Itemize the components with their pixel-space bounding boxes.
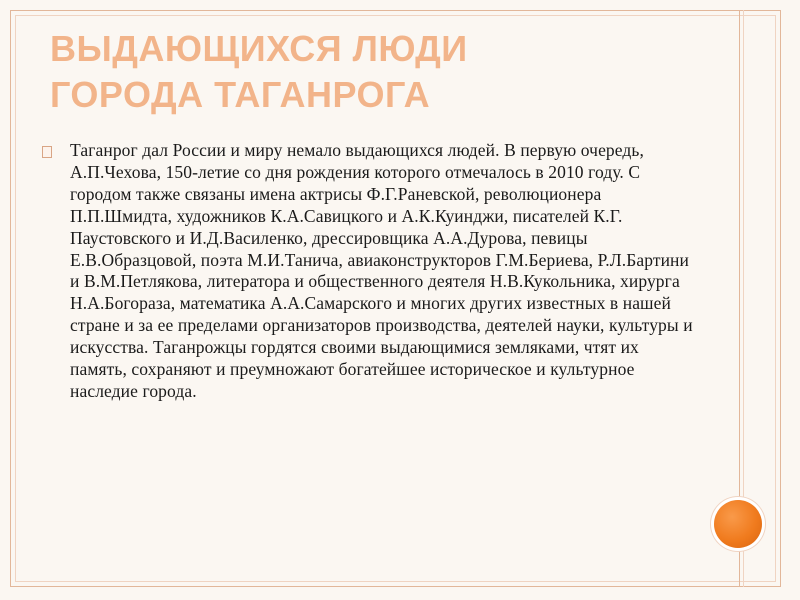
square-bullet-icon: [42, 146, 52, 158]
slide-title-line-1: ВЫДАЮЩИХСЯ ЛЮДИ: [50, 28, 468, 69]
bullet-text: Таганрог дал России и миру немало выдающихся людей. В первую очередь, А.П.Чехова, 150-летие со дня рождения которого отмечалось в 2010 году. С городом также связаны имена актрисы Ф.Г.Раневской, революционера П.П.Шмидта, художников К.А.Савицкого и А.К.Куинджи, писателей К.Г. Паустовского и И.Д.Василенко, дрессировщика А.А.Дурова, певицы Е.В.Образцовой, поэта М.И.Танича, авиаконструкторов Г.М.Бериева, Р.Л.Бартини и В.М.Петлякова, литератора и общественного деятеля Н.В.Кукольника, хирурга Н.А.Богораза, математика А.А.Самарского и многих других известных в нашей стране и за ее пределами организаторов производства, деятелей науки, культуры и искусства. Таганрожцы гордятся своими выдающимися земляками, чтят их память, сохраняют и преумножают богатейшее историческое и культурное наследие города.: [70, 140, 693, 401]
slide-title: [50, 26, 710, 118]
slide-title-line-2: ГОРОДА ТАГАНРОГА: [50, 74, 431, 115]
orange-circle-icon: [714, 500, 762, 548]
slide-content: [42, 140, 698, 403]
bullet-item: [42, 140, 698, 403]
